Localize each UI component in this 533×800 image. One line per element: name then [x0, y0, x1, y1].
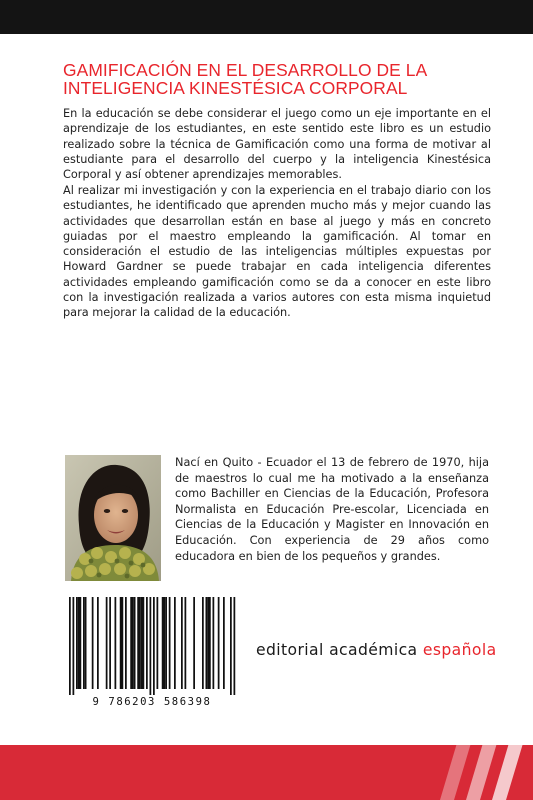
barcode-bar	[181, 597, 183, 689]
barcode-bar	[169, 597, 171, 689]
barcode-bar	[132, 597, 134, 689]
barcode-bar	[193, 597, 195, 689]
book-title-line-2: INTELIGENCIA KINESTÉSICA CORPORAL	[63, 78, 408, 98]
barcode-bar	[223, 597, 225, 689]
barcode-bar	[76, 597, 78, 689]
barcode-bar	[153, 597, 155, 695]
barcode-bar	[122, 597, 124, 689]
book-title	[63, 61, 503, 97]
barcode-bar	[92, 597, 94, 689]
barcode-bar	[230, 597, 232, 695]
barcode-bar	[78, 597, 80, 689]
barcode-bar	[80, 597, 82, 689]
top-black-band	[0, 0, 533, 34]
synopsis-paragraph-1: En la educación se debe considerar el juego como un eje importante en el aprendizaje de los estudiantes, en este sentido este libro es un estudio realizado sobre la técnica de Gamificación como una forma de motivar al estudiante para el desarrollo del cuerpo y la inteligencia Kinestésica Corporal y así obtener aprendizajes memorables.	[63, 107, 491, 182]
book-title-line-1: GAMIFICACIÓN EN EL DESARROLLO DE LA	[63, 60, 428, 80]
author-portrait-image	[65, 455, 161, 581]
barcode-bar	[234, 597, 236, 695]
barcode-bar	[202, 597, 204, 689]
barcode-bar	[109, 597, 111, 689]
barcode-bar	[206, 597, 208, 689]
barcode-bar	[213, 597, 215, 689]
barcode-bar	[115, 597, 117, 689]
barcode-bar	[150, 597, 152, 695]
author-photo	[65, 455, 161, 581]
barcode-bar	[207, 597, 209, 689]
barcode-bar	[134, 597, 136, 689]
barcode-bar	[157, 597, 159, 689]
publisher-name: editorial académica	[256, 641, 423, 659]
barcode-bar	[143, 597, 145, 689]
barcode-bar	[137, 597, 139, 689]
synopsis-paragraph-2: Al realizar mi investigación y con la experiencia en el trabajo diario con los estudiantes, he identificado que aprenden mucho más y mejor cuando las actividades que desarrollan están en base al juego y más en concreto guiadas por el maestro empleando la gamificación. Al tomar en consideración el estudio de las inteligencias múltiples expuestas por Howard Gardner se puede trabajar en cada inteligencia diferentes actividades empleando gamificación como se da a conocer en este libro con la investigación realizada a varios autores con esta misma inquietud para mejorar la calidad de la educación.	[63, 184, 491, 320]
barcode-bar	[85, 597, 87, 689]
barcode-bar	[97, 597, 99, 689]
barcode-bar	[209, 597, 211, 689]
diagonal-stripes-decoration	[440, 706, 533, 800]
barcode-bar	[106, 597, 108, 689]
barcode-bar	[162, 597, 164, 689]
barcode-bar	[165, 597, 167, 689]
barcode-bar	[125, 597, 127, 689]
barcode-bar	[164, 597, 166, 689]
barcode-bar	[73, 597, 75, 695]
barcode-bar	[146, 597, 148, 689]
barcode-bar	[139, 597, 141, 689]
barcode-bar	[83, 597, 85, 689]
publisher-name-accent: española	[422, 641, 497, 659]
barcode-digits: 9 786203 586398	[92, 696, 212, 708]
barcode-bar	[185, 597, 187, 689]
barcode-bar	[69, 597, 71, 695]
barcode-bars	[63, 597, 241, 695]
barcode-bar	[130, 597, 132, 689]
barcode-bar	[218, 597, 220, 689]
barcode-bar	[120, 597, 122, 689]
isbn-barcode	[63, 597, 241, 717]
barcode-bar	[141, 597, 143, 689]
author-biography: Nací en Quito - Ecuador el 13 de febrero de 1970, hija de maestros lo cual me ha motivado a la enseñanza como Bachiller en Ciencias de la Educación, Profesora Normalista en Educación Pre-escolar, Licenciada en Ciencias de la Educación y Magister en Innovación en Educación. Con experiencia de 29 años como educadora en bien de los pequeños y grandes.	[175, 456, 489, 563]
barcode-bar	[174, 597, 176, 689]
publisher-logo	[256, 641, 497, 659]
